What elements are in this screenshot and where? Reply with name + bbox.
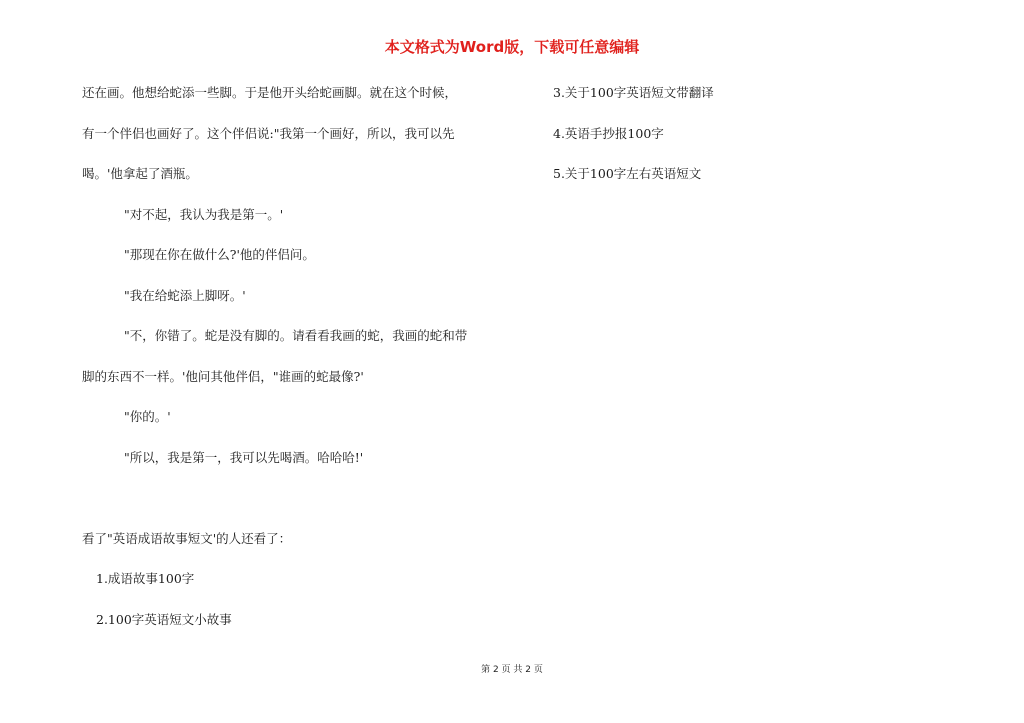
story-paragraph-line: 还在画。他想给蛇添一些脚。于是他开头给蛇画脚。就在这个时候， (82, 85, 458, 100)
story-paragraph-line: 有一个伴侣也画好了。这个伴侣说:"我第一个画好，所以，我可以先 (82, 125, 455, 141)
page-number-footer: 第 2 页 共 2 页 (481, 665, 543, 675)
related-link-item[interactable]: 4.英语手抄报100字 (553, 125, 664, 141)
related-sidebar (553, 73, 853, 195)
dialogue-line: "我在给蛇添上脚呀。' (124, 287, 246, 303)
page-header-title: 本文格式为Word版，下载可任意编辑 (384, 38, 640, 56)
main-content (82, 73, 512, 640)
dialogue-line: "那现在你在做什么?'他的伴侣问。 (124, 247, 315, 262)
related-heading: 看了"英语成语故事短文'的人还看了： (82, 530, 292, 546)
dialogue-line: "所以，我是第一，我可以先喝酒。哈哈哈!' (124, 449, 364, 465)
dialogue-line: "对不起，我认为我是第一。' (124, 206, 284, 222)
dialogue-line: "你的。' (124, 409, 171, 424)
related-link-item[interactable]: 5.关于100字左右英语短文 (553, 166, 702, 181)
story-paragraph-line: 脚的东西不一样。'他问其他伴侣，"谁画的蛇最像?' (82, 368, 364, 384)
related-link-item[interactable]: 1.成语故事100字 (96, 571, 195, 586)
related-link-item[interactable]: 3.关于100字英语短文带翻译 (553, 85, 714, 100)
story-paragraph-line: 喝。'他拿起了酒瓶。 (82, 166, 198, 181)
blank-line (82, 478, 512, 519)
related-link-item[interactable]: 2.100字英语短文小故事 (96, 611, 232, 627)
dialogue-line: "不，你错了。蛇是没有脚的。请看看我画的蛇，我画的蛇和带 (124, 328, 468, 343)
